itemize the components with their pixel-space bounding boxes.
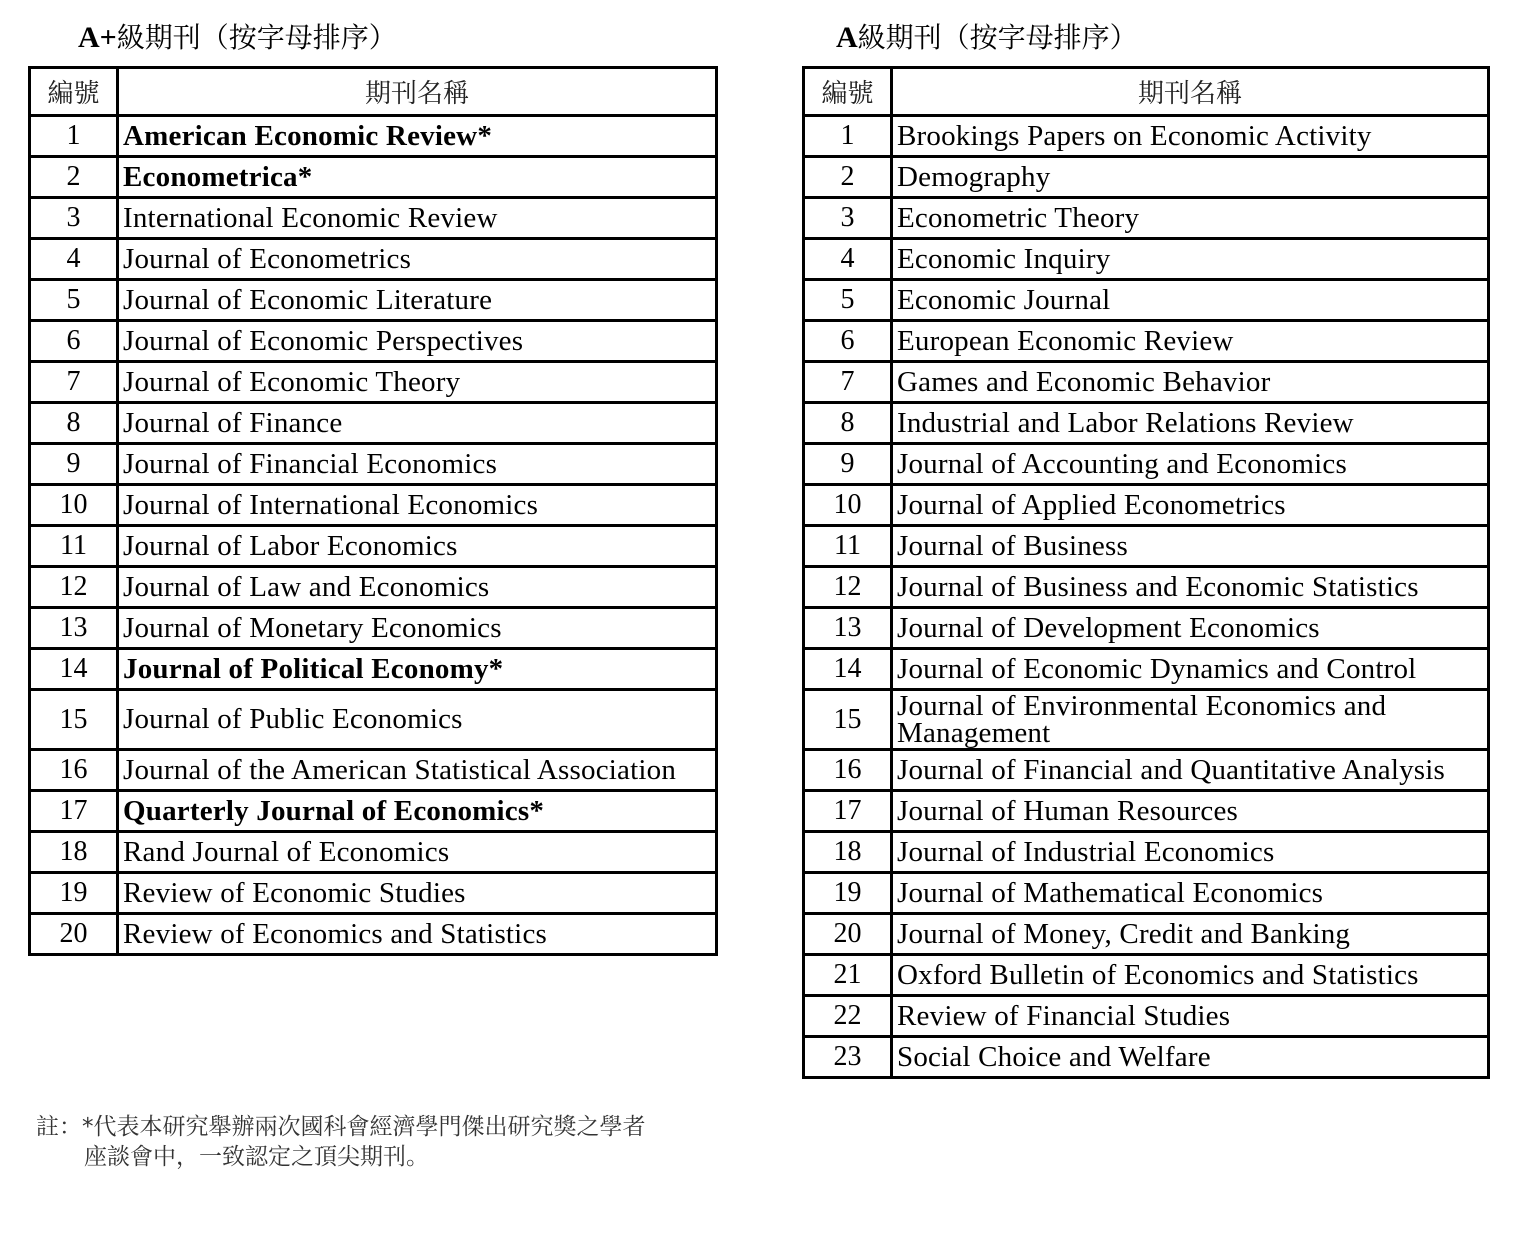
table-row	[30, 157, 717, 198]
row-number: 8	[804, 403, 892, 444]
row-number: 5	[30, 280, 118, 321]
row-number: 19	[804, 873, 892, 914]
journal-name: American Economic Review*	[118, 116, 717, 157]
row-number: 2	[804, 157, 892, 198]
table-row	[30, 649, 717, 690]
journal-name: Rand Journal of Economics	[118, 832, 717, 873]
row-number: 8	[30, 403, 118, 444]
journal-name: Journal of Economic Theory	[118, 362, 717, 403]
journal-name: International Economic Review	[118, 198, 717, 239]
journal-name: Quarterly Journal of Economics*	[118, 791, 717, 832]
footnote-line-1: 註：*代表本研究舉辦兩次國科會經濟學門傑出研究獎之學者	[36, 1114, 646, 1140]
journal-name: Journal of Econometrics	[118, 239, 717, 280]
journal-name: Econometric Theory	[892, 198, 1489, 239]
table-header-row	[804, 68, 1489, 116]
journal-name: Social Choice and Welfare	[892, 1037, 1489, 1078]
journal-name: Journal of Economic Literature	[118, 280, 717, 321]
a-plus-section-title	[78, 18, 397, 58]
journal-name: Journal of the American Statistical Association	[118, 750, 717, 791]
footnote	[36, 1112, 716, 1172]
row-number: 20	[30, 914, 118, 955]
row-number: 13	[30, 608, 118, 649]
row-number: 10	[30, 485, 118, 526]
table-row	[30, 116, 717, 157]
a-plus-table-body	[30, 116, 717, 955]
journal-name: Games and Economic Behavior	[892, 362, 1489, 403]
journal-name: Journal of Finance	[118, 403, 717, 444]
row-number: 22	[804, 996, 892, 1037]
row-number: 6	[804, 321, 892, 362]
journal-name: Industrial and Labor Relations Review	[892, 403, 1489, 444]
row-number: 7	[804, 362, 892, 403]
journal-name: Journal of Financial Economics	[118, 444, 717, 485]
journal-name: Journal of Public Economics	[118, 690, 717, 750]
journal-name: Review of Financial Studies	[892, 996, 1489, 1037]
table-row	[804, 526, 1489, 567]
table-row	[804, 403, 1489, 444]
table-row	[804, 690, 1489, 750]
journal-name: Review of Economic Studies	[118, 873, 717, 914]
header-journal-name: 期刊名稱	[118, 68, 717, 116]
journal-name: Economic Inquiry	[892, 239, 1489, 280]
journal-name: Journal of Economic Perspectives	[118, 321, 717, 362]
journal-name: Journal of Money, Credit and Banking	[892, 914, 1489, 955]
a-section-title	[836, 18, 1138, 58]
journal-name: Journal of Accounting and Economics	[892, 444, 1489, 485]
a-plus-title-text: 級期刊（按字母排序）	[116, 21, 397, 54]
row-number: 3	[30, 198, 118, 239]
row-number: 9	[804, 444, 892, 485]
row-number: 1	[30, 116, 118, 157]
journal-name: Journal of Environmental Economics and Management	[892, 690, 1489, 750]
table-row	[804, 832, 1489, 873]
table-row	[30, 485, 717, 526]
table-row	[30, 239, 717, 280]
table-row	[804, 157, 1489, 198]
table-row	[804, 791, 1489, 832]
a-title-grade: A	[836, 21, 858, 54]
row-number: 7	[30, 362, 118, 403]
journal-name: Econometrica*	[118, 157, 717, 198]
row-number: 11	[804, 526, 892, 567]
header-number: 編號	[30, 68, 118, 116]
row-number: 21	[804, 955, 892, 996]
row-number: 18	[804, 832, 892, 873]
row-number: 14	[30, 649, 118, 690]
table-row	[804, 280, 1489, 321]
a-title-text: 級期刊（按字母排序）	[857, 21, 1138, 54]
journal-name: Economic Journal	[892, 280, 1489, 321]
journal-name: Oxford Bulletin of Economics and Statistics	[892, 955, 1489, 996]
row-number: 16	[30, 750, 118, 791]
row-number: 20	[804, 914, 892, 955]
table-row	[30, 403, 717, 444]
table-row	[804, 996, 1489, 1037]
a-journal-table	[802, 66, 1490, 1079]
table-row	[804, 955, 1489, 996]
journal-name: Brookings Papers on Economic Activity	[892, 116, 1489, 157]
table-row	[30, 321, 717, 362]
table-row	[30, 362, 717, 403]
table-row	[804, 649, 1489, 690]
table-row	[804, 321, 1489, 362]
row-number: 19	[30, 873, 118, 914]
journal-name: Journal of Political Economy*	[118, 649, 717, 690]
table-row	[30, 832, 717, 873]
row-number: 5	[804, 280, 892, 321]
journal-name: European Economic Review	[892, 321, 1489, 362]
row-number: 12	[30, 567, 118, 608]
row-number: 23	[804, 1037, 892, 1078]
row-number: 15	[30, 690, 118, 750]
row-number: 9	[30, 444, 118, 485]
table-row	[804, 116, 1489, 157]
journal-name: Journal of Monetary Economics	[118, 608, 717, 649]
a-table-body	[804, 116, 1489, 1078]
row-number: 1	[804, 116, 892, 157]
journal-name: Journal of Human Resources	[892, 791, 1489, 832]
footnote-line-2: 座談會中，一致認定之頂尖期刊。	[84, 1144, 429, 1170]
journal-name: Journal of Development Economics	[892, 608, 1489, 649]
journal-name: Journal of Financial and Quantitative Analysis	[892, 750, 1489, 791]
row-number: 6	[30, 321, 118, 362]
table-row	[804, 444, 1489, 485]
table-row	[804, 485, 1489, 526]
journal-name: Review of Economics and Statistics	[118, 914, 717, 955]
row-number: 13	[804, 608, 892, 649]
journal-name: Journal of Business and Economic Statistics	[892, 567, 1489, 608]
journal-name: Journal of Applied Econometrics	[892, 485, 1489, 526]
header-number: 編號	[804, 68, 892, 116]
table-row	[30, 280, 717, 321]
table-row	[30, 750, 717, 791]
table-row	[30, 914, 717, 955]
table-row	[30, 567, 717, 608]
table-row	[30, 791, 717, 832]
a-plus-title-grade: A+	[78, 21, 117, 54]
journal-name: Journal of Economic Dynamics and Control	[892, 649, 1489, 690]
table-row	[30, 873, 717, 914]
row-number: 18	[30, 832, 118, 873]
row-number: 16	[804, 750, 892, 791]
table-row	[30, 526, 717, 567]
row-number: 4	[804, 239, 892, 280]
row-number: 15	[804, 690, 892, 750]
table-row	[30, 198, 717, 239]
row-number: 11	[30, 526, 118, 567]
table-row	[30, 690, 717, 750]
row-number: 17	[804, 791, 892, 832]
row-number: 4	[30, 239, 118, 280]
journal-name: Journal of Labor Economics	[118, 526, 717, 567]
table-row	[804, 914, 1489, 955]
journal-name: Journal of Industrial Economics	[892, 832, 1489, 873]
journal-name: Demography	[892, 157, 1489, 198]
journal-name: Journal of Mathematical Economics	[892, 873, 1489, 914]
table-row	[804, 362, 1489, 403]
row-number: 2	[30, 157, 118, 198]
table-row	[30, 608, 717, 649]
table-header-row	[30, 68, 717, 116]
row-number: 14	[804, 649, 892, 690]
row-number: 10	[804, 485, 892, 526]
table-row	[804, 750, 1489, 791]
table-row	[804, 239, 1489, 280]
journal-name: Journal of Law and Economics	[118, 567, 717, 608]
row-number: 17	[30, 791, 118, 832]
table-row	[804, 567, 1489, 608]
journal-name: Journal of International Economics	[118, 485, 717, 526]
table-row	[804, 1037, 1489, 1078]
table-row	[804, 873, 1489, 914]
a-plus-journal-table	[28, 66, 718, 956]
table-row	[804, 198, 1489, 239]
row-number: 3	[804, 198, 892, 239]
journal-name: Journal of Business	[892, 526, 1489, 567]
header-journal-name: 期刊名稱	[892, 68, 1489, 116]
table-row	[30, 444, 717, 485]
table-row	[804, 608, 1489, 649]
row-number: 12	[804, 567, 892, 608]
